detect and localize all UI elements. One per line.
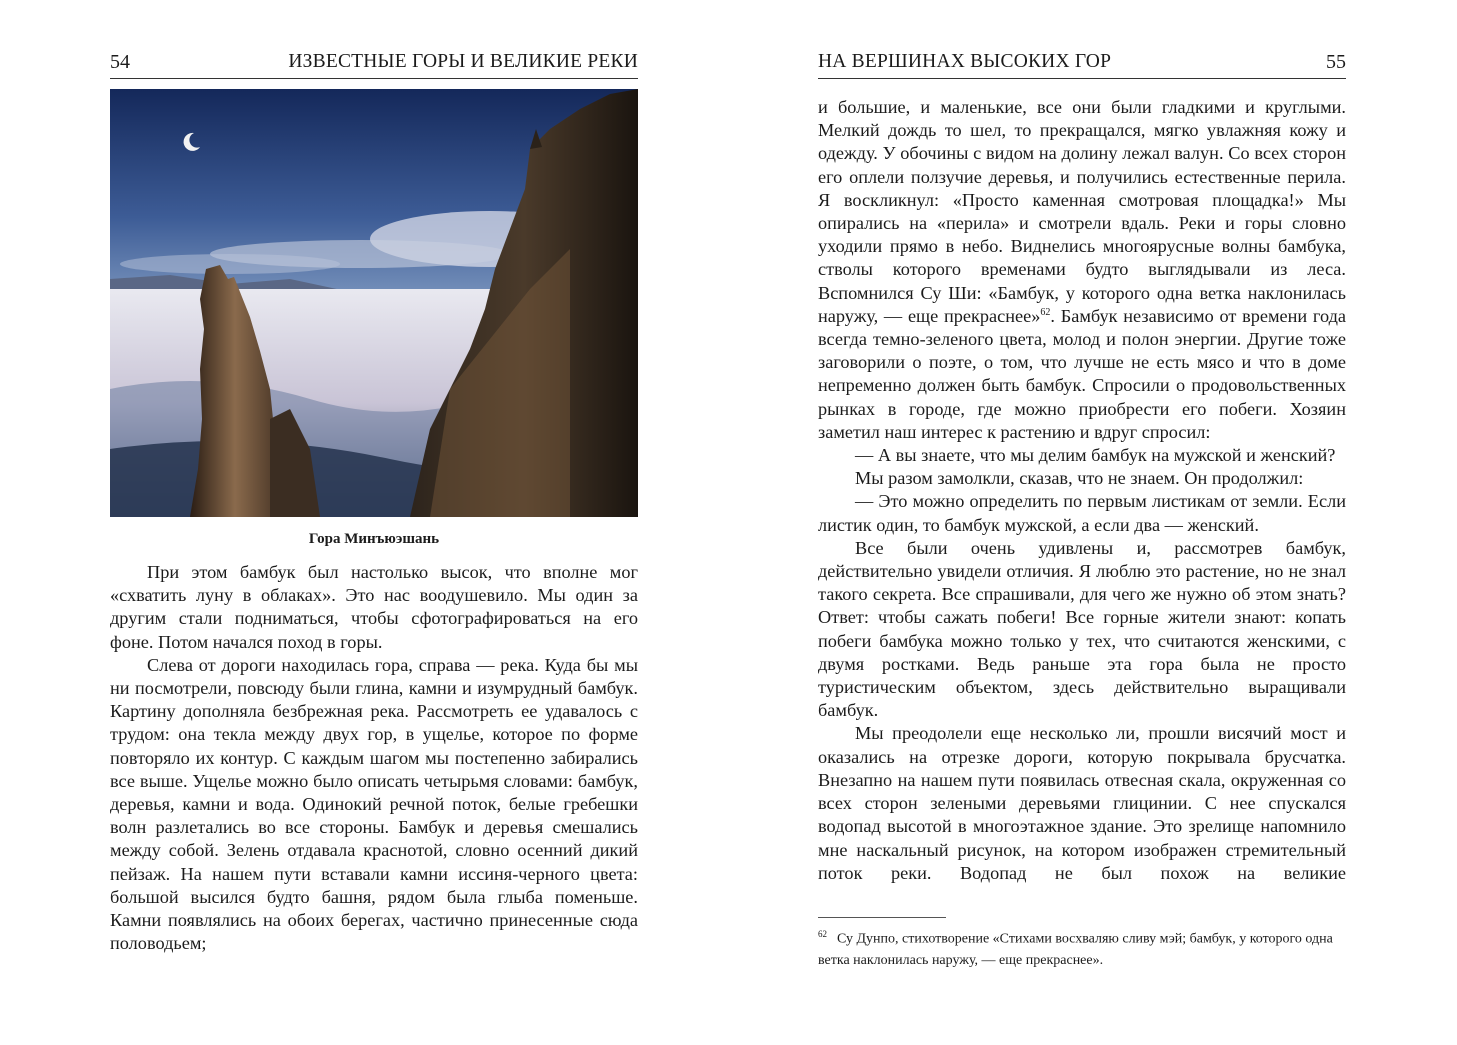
paragraph-text: . Бамбук независимо от времени года всегда темно-зеленого цвета, молод и полон энергии. Другие тоже заговорили о поэте, о том, что лучше не есть мясо и что в доме непременно должен быть бамбук. Спросили о продовольственных рынках в городе, где можно приобрести его побеги. Хозяин заметил наш интерес к растению и вдруг спросил: — [818, 305, 1346, 442]
running-head-left — [110, 48, 638, 79]
running-head-title-right: НА ВЕРШИНАХ ВЫСОКИХ ГОР — [818, 51, 1112, 72]
body-text-right — [818, 96, 1346, 885]
paragraph: Мы разом замолкли, сказав, что не знаем. Он продолжил: — [855, 468, 1304, 489]
paragraph-text: и большие, и маленькие, все они были гладкими и круглыми. Мелкий дождь то шел, то прекращался, мягко увлажняя кожу и одежду. У обочины с видом на долину лежал валун. Со всех сторон его оплели ползучие деревья, и получились естественные перила. Я воскликнул: «Просто каменная смотровая площадка!» Мы опирались на «перила» и смотрели вдаль. Реки и горы словно уходили прямо в небо. Виднелись многоярусные волны бамбука, стволы которого временами будто выглядывали из леса. Вспомнился Су Ши: «Бамбук, у которого одна ветка наклонилась наружу, — еще прекраснее» — [818, 97, 1346, 326]
mountain-photo — [110, 89, 638, 517]
paragraph: Мы преодолели еще несколько ли, прошли висячий мост и оказались на отрезке дороги, которую покрывала брусчатка. Внезапно на нашем пути появилась отвесная скала, окруженная со всех сторон зелеными деревьями глицинии. С нее спускался водопад высотой в многоэтажное здание. Это зрелище напомнило мне наскальный рисунок, на котором изображен стремительный поток реки. Водопад не был похож на великие — [818, 723, 1346, 883]
right-page — [728, 0, 1457, 1045]
footnote-reference[interactable]: 62 — [1040, 306, 1051, 318]
footnote-text: Су Дунпо, стихотворение «Стихами восхваляю сливу мэй; бамбук, у которого одна ветка наклонилась наружу, — еще прекраснее». — [818, 931, 1333, 968]
photo-caption: Гора Минъюэшань — [308, 531, 440, 547]
footnote — [818, 924, 1346, 971]
running-head-title-left: ИЗВЕСТНЫЕ ГОРЫ И ВЕЛИКИЕ РЕКИ — [288, 51, 638, 72]
left-page — [0, 0, 728, 1045]
body-text-left — [110, 561, 638, 955]
page-number-right: 55 — [1326, 51, 1346, 73]
paragraph: — А вы знаете, что мы делим бамбук на мужской и женский? — [855, 445, 1336, 466]
paragraph: Слева от дороги находилась гора, справа — река. Куда бы мы ни посмотрели, повсюду были глина, камни и изумрудный бамбук. Картину дополняла безбрежная река. Рассмотреть ее удавалось с трудом: она текла между двух гор, в ущелье, которое по форме повторяло их контур. С каждым шагом мы постепенно забирались все выше. Ущелье можно было описать четырьмя словами: бамбук, деревья, камни и вода. Одинокий речной поток, белые гребешки волн разлетались во все стороны. Бамбук и деревья смешались между собой. Зелень отдавала краснотой, словно осенний дикий пейзаж. На нашем пути вставали камни иссиня-черного цвета: большой высился будто башня, рядом была глыба поменьше. Камни появлялись на обоих берегах, частично принесенные сюда половодьем; — [110, 654, 638, 954]
paragraph: Все были очень удивлены и, рассмотрев бамбук, действительно увидели отличия. Я люблю это растение, но не знал такого секрета. Все спрашивали, для чего же нужно об этом знать? Ответ: чтобы сажать побеги! Все горные жители знают: копать побеги бамбука можно только у тех, что считаются женскими, с двумя ростками. Ведь раньше эта гора была не просто туристическим объектом, здесь действительно выращивали бамбук. — [818, 537, 1346, 721]
footnote-number: 62 — [818, 929, 827, 939]
page-number-left: 54 — [110, 51, 130, 73]
paragraph — [818, 96, 1346, 444]
running-head-right — [818, 48, 1346, 79]
paragraph: При этом бамбук был настолько высок, что вполне мог «схватить луну в облаках». Это нас воодушевило. Мы один за другим стали подниматься, чтобы сфотографироваться на его фоне. Потом начался поход в горы. — [110, 562, 638, 652]
paragraph: — Это можно определить по первым листикам от земли. Если листик один, то бамбук мужской, а если два — женский. — [818, 491, 1346, 535]
footnote-divider — [818, 917, 946, 918]
